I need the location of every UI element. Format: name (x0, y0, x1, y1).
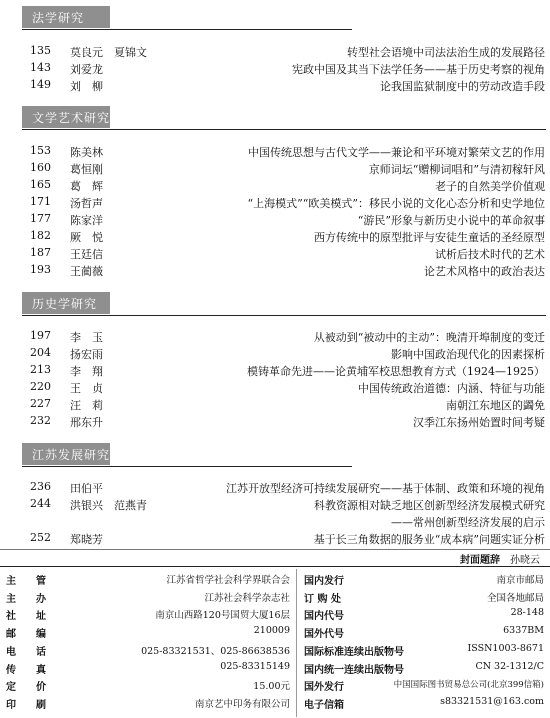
info-row (304, 696, 544, 710)
info-row (6, 625, 290, 639)
article-title: 论艺术风格中的政治表达 (424, 265, 545, 278)
info-label: 国际标准连续出版物号 (304, 646, 404, 658)
page-number: 149 (30, 78, 51, 91)
toc-entry[interactable] (30, 229, 545, 246)
info-value: 江苏社会科学杂志社 (204, 592, 290, 604)
page-number: 160 (30, 161, 51, 174)
author: 扬宏雨 (70, 348, 103, 361)
info-label: 社 址 (6, 611, 46, 623)
toc-entry[interactable] (30, 144, 545, 161)
section-rule (22, 129, 546, 130)
info-label: 印 刷 (6, 699, 46, 711)
info-row (6, 572, 290, 586)
article-title: 转型社会语境中司法法治生成的发展路径 (347, 46, 545, 59)
page-number: 252 (30, 531, 51, 544)
info-value: 江苏省哲学社会科学界联合会 (166, 575, 290, 586)
page-number: 182 (30, 229, 51, 242)
toc-entry[interactable] (30, 161, 545, 178)
article-title: 模铸革命先进——论黄埔军校思想教育方式（1924—1925） (247, 365, 545, 378)
author: 王廷信 (70, 248, 103, 261)
page-number: 165 (30, 178, 51, 191)
page-number: 220 (30, 380, 51, 393)
toc-entry[interactable] (30, 329, 545, 346)
publication-info-separator (296, 569, 297, 717)
toc-entry[interactable] (30, 212, 545, 229)
contents-divider (0, 549, 550, 550)
article-title: 从被动到“被动中的主动”：晚清开埠制度的变迁 (313, 331, 545, 344)
info-label: 国外代号 (304, 629, 344, 641)
page-number: 197 (30, 329, 51, 342)
info-row (304, 625, 544, 639)
author: 李 玉 (70, 331, 103, 344)
page-number: 153 (30, 144, 51, 157)
author: 王 贞 (70, 382, 103, 395)
author: 葛恒刚 (70, 163, 103, 176)
author: 厥 悦 (70, 231, 103, 244)
info-value: 025-83321531、025-86638536 (141, 645, 290, 657)
info-label: 国内发行 (304, 576, 344, 587)
info-value: 210009 (253, 625, 290, 637)
info-row (304, 590, 544, 604)
publication-info-rule (0, 566, 550, 567)
section-title: 江苏发展研究 (32, 448, 111, 462)
info-label: 主 办 (6, 593, 46, 605)
section-tab (22, 6, 110, 28)
article-subtitle: ——常州创新型经济发展的启示 (391, 516, 545, 529)
info-value: 中国国际图书贸易总公司(北京399信箱) (393, 680, 544, 691)
info-label: 邮 编 (6, 629, 46, 641)
info-row (304, 607, 544, 621)
author: 郑晓芳 (70, 533, 103, 546)
section-tab (22, 106, 110, 128)
info-label: 国外发行 (304, 682, 344, 694)
info-label: 主 管 (6, 576, 46, 587)
info-value: 025-83315149 (220, 660, 290, 672)
page-number: 232 (30, 414, 51, 427)
toc-entry[interactable] (30, 78, 545, 95)
article-title: “上海模式”“欧美模式”：移民小说的文化心态分析和史学地位 (247, 197, 545, 210)
section-tab (22, 292, 110, 314)
author: 陈美林 (70, 146, 103, 159)
info-label: 国内统一连续出版物号 (304, 664, 404, 676)
author: 王蔺薇 (70, 265, 103, 278)
toc-entry[interactable] (30, 414, 545, 431)
toc-entry[interactable] (30, 346, 545, 363)
info-row (6, 607, 290, 621)
author: 邢东升 (70, 416, 103, 429)
info-label: 传 真 (6, 664, 46, 676)
author: 莫良元 夏锦文 (70, 46, 147, 59)
info-row (304, 661, 544, 675)
info-value: s83321531@163.com (440, 695, 544, 707)
info-value: 南京艺中印务有限公司 (194, 698, 290, 710)
article-title: 科教资源相对缺乏地区创新型经济发展模式研究 (314, 499, 545, 512)
article-title: 影响中国政治现代化的因素探析 (391, 348, 545, 361)
article-title: 宪政中国及其当下法学任务——基于历史考察的视角 (292, 63, 545, 76)
toc-entry-subtitle (30, 514, 545, 531)
toc-entry[interactable] (30, 531, 545, 548)
info-row (304, 643, 544, 657)
author: 葛 辉 (70, 180, 103, 193)
info-row (6, 590, 290, 604)
info-value: ISSN1003-8671 (467, 642, 544, 654)
article-title: 江苏开放型经济可持续发展研究——基于体制、政策和环境的视角 (226, 482, 545, 495)
info-row (6, 696, 290, 710)
info-label: 国内代号 (304, 611, 344, 623)
article-title: 基于长三角数据的服务业“成本病”问题实证分析 (313, 533, 545, 546)
page-number: 227 (30, 397, 51, 410)
section-tab (22, 443, 110, 465)
section-title: 文学艺术研究 (32, 111, 111, 125)
toc-entry[interactable] (30, 61, 545, 78)
section-rule (22, 466, 352, 467)
toc-entry[interactable] (30, 44, 545, 61)
info-row (6, 678, 290, 692)
article-title: 汉季江东扬州始置时间考疑 (413, 416, 545, 429)
section-rule (22, 29, 352, 30)
info-label: 电子信箱 (304, 699, 344, 711)
toc-entry[interactable] (30, 497, 545, 514)
info-value: 南京山西路120号国贸大厦16层 (155, 610, 290, 622)
article-title: 京师词坛“赠柳词唱和”与清初稼轩风 (368, 163, 545, 176)
info-value: 15.00元 (253, 681, 290, 693)
toc-entry[interactable] (30, 397, 545, 414)
info-row (304, 572, 544, 586)
author: 汪 莉 (70, 399, 103, 412)
toc-entry[interactable] (30, 246, 545, 263)
section-title: 历史学研究 (32, 297, 98, 311)
cover-name: 孙晓云 (510, 555, 540, 566)
page-number: 244 (30, 497, 51, 510)
section-title: 法学研究 (32, 11, 85, 25)
author: 汤哲声 (70, 197, 103, 210)
page-number: 143 (30, 61, 51, 74)
page-number: 187 (30, 246, 51, 259)
page-number: 193 (30, 263, 51, 276)
cover-label: 封面题辞 (460, 555, 500, 566)
author: 刘 柳 (70, 80, 103, 93)
info-label: 订 购 处 (304, 593, 341, 605)
info-row (6, 643, 290, 657)
author: 洪银兴 范燕青 (70, 499, 147, 512)
article-title: 西方传统中的原型批评与安徒生童话的圣经原型 (314, 231, 545, 244)
info-value: 南京市邮局 (496, 575, 544, 586)
toc-entry[interactable] (30, 363, 545, 380)
page-number: 213 (30, 363, 51, 376)
info-row (6, 661, 290, 675)
info-value: 6337BM (503, 625, 544, 637)
cover-credit (460, 551, 540, 566)
article-title: 老子的自然美学价值观 (435, 180, 545, 193)
author: 刘爱龙 (70, 63, 103, 76)
info-label: 定 价 (6, 682, 46, 694)
toc-entry[interactable] (30, 263, 545, 280)
toc-entry[interactable] (30, 195, 545, 212)
page-number: 177 (30, 212, 51, 225)
info-value: 全国各地邮局 (486, 592, 544, 604)
page-number: 204 (30, 346, 51, 359)
section-rule (22, 315, 546, 316)
author: 李 翔 (70, 365, 103, 378)
toc-entry[interactable] (30, 178, 545, 195)
toc-entry[interactable] (30, 480, 545, 497)
article-title: 中国传统政治道德：内涵、特征与功能 (358, 382, 545, 395)
author: 田伯平 (70, 482, 103, 495)
info-value: 28-148 (510, 607, 544, 619)
article-title: 中国传统思想与古代文学——兼论和平环境对繁荣文艺的作用 (248, 146, 545, 159)
page-number: 236 (30, 480, 51, 493)
page-number: 171 (30, 195, 51, 208)
info-row (304, 678, 544, 692)
toc-entry[interactable] (30, 380, 545, 397)
article-title: 论我国监狱制度中的劳动改造手段 (380, 80, 545, 93)
article-title: 试析后技术时代的艺术 (435, 248, 545, 261)
article-title: 南朝江东地区的蠲免 (446, 399, 545, 412)
article-title: “游民”形象与新历史小说中的革命叙事 (357, 214, 545, 227)
info-value: CN 32-1312/C (475, 660, 544, 672)
info-label: 电 话 (6, 646, 46, 658)
author: 陈家洋 (70, 214, 103, 227)
page-number: 135 (30, 44, 51, 57)
